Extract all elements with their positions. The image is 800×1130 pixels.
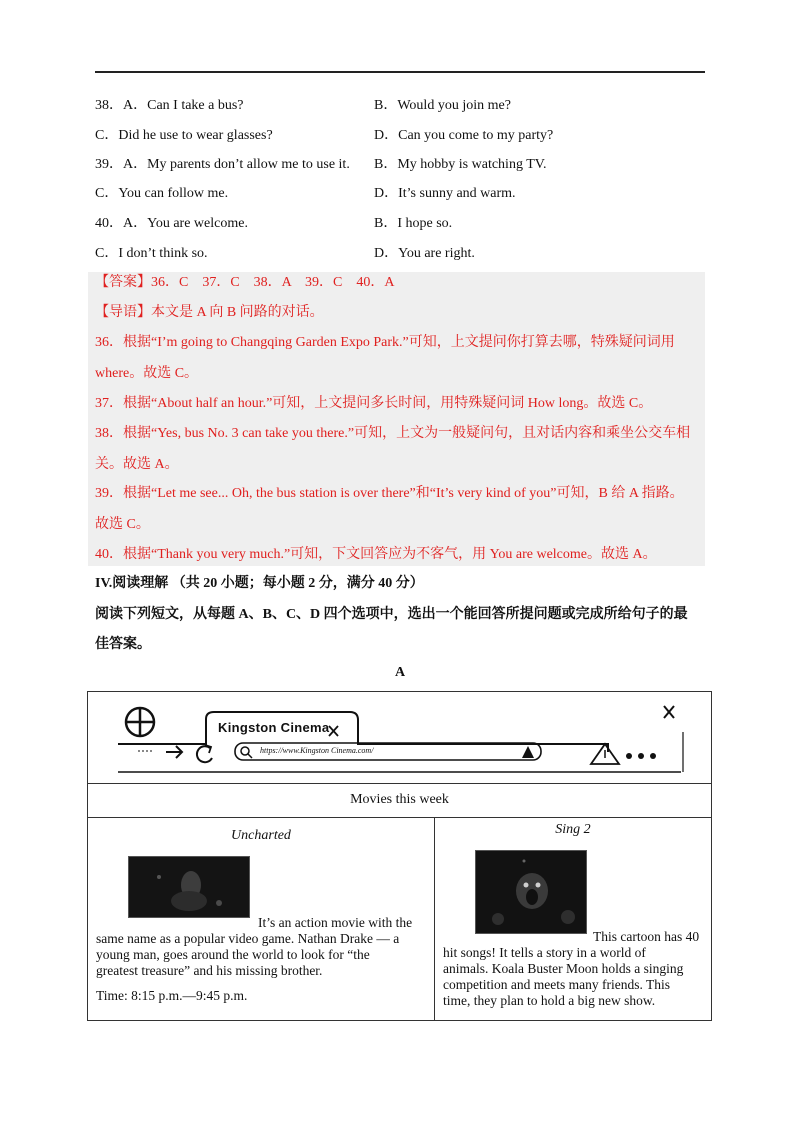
movie-desc-line: time, they plan to hold a big new show. <box>443 993 656 1008</box>
option-left: 38．A．Can I take a bus? <box>95 98 244 113</box>
section-heading: IV.阅读理解 （共 20 小题；每小题 2 分，满分 40 分） <box>95 576 424 591</box>
explanation-39: 39．根据“Let me see... Oh, the bus station is over there”和“It’s very kind of you”可知，B 给 A 指路。 <box>95 486 684 501</box>
movie-desc-line: hit songs! It tells a story in a world of <box>443 945 646 960</box>
explanation-36: 36．根据“I’m going to Changqing Garden Expo Park.”可知，上文提问你打算去哪，特殊疑问词用 <box>95 335 675 350</box>
warning-icon[interactable] <box>591 744 619 764</box>
search-icon <box>241 747 252 758</box>
explanation-36-cont: where。故选 C。 <box>95 366 199 381</box>
option-right: D．Can you come to my party? <box>374 128 554 143</box>
cinema-table <box>87 691 712 1021</box>
close-icon[interactable] <box>664 706 674 718</box>
option-right: B．Would you join me? <box>374 98 511 113</box>
option-left: C．I don’t think so. <box>95 246 208 261</box>
explanation-40: 40．根据“Thank you very much.”可知，下文回答应为不客气，用 You are welcome。故选 A。 <box>95 547 657 562</box>
explanation-38-cont: 关。故选 A。 <box>95 457 179 472</box>
top-rule <box>95 71 705 73</box>
section-instruction-cont: 佳答案。 <box>95 637 151 652</box>
tab-close-icon[interactable] <box>329 726 338 736</box>
forward-arrow-icon[interactable] <box>166 746 182 758</box>
option-left: 40．A．You are welcome. <box>95 216 248 231</box>
option-left: C．You can follow me. <box>95 186 229 201</box>
movie-desc-line: competition and meets many friends. This <box>443 977 670 992</box>
option-right: D．It’s sunny and warm. <box>374 186 516 201</box>
passage-label: A <box>394 665 406 680</box>
option-row <box>95 213 715 235</box>
answer-key: 【答案】36．C 37．C 38．A 39．C 40．A <box>95 275 395 290</box>
movies-header: Movies this week <box>88 783 711 818</box>
url-text[interactable]: https://www.Kingston Cinema.com/ <box>260 746 374 755</box>
option-row <box>95 154 715 176</box>
movie-poster <box>128 856 250 918</box>
movie-desc-line: same name as a popular video game. Nathan Drake — a <box>96 931 400 946</box>
option-right: B．I hope so. <box>374 216 453 231</box>
section-instruction: 阅读下列短文，从每题 A、B、C、D 四个选项中，选出一个能回答所提问题或完成所给句子的最 <box>95 607 688 622</box>
movie-desc-line: It’s an action movie with the <box>258 915 413 930</box>
tab-title[interactable]: Kingston Cinema <box>218 720 330 735</box>
answer-guide: 【导语】本文是 A 向 B 问路的对话。 <box>95 305 324 320</box>
option-right: B．My hobby is watching TV. <box>374 157 547 172</box>
option-left: C．Did he use to wear glasses? <box>95 128 273 143</box>
browser-sketch <box>88 692 711 784</box>
movie-desc-line: This cartoon has 40 <box>593 929 700 944</box>
movie-card-sing2 <box>435 818 711 1020</box>
option-left: 39．A．My parents don’t allow me to use it. <box>95 157 350 172</box>
explanation-38: 38．根据“Yes, bus No. 3 can take you there.”可知，上文为一般疑问句，且对话内容和乘坐公交车相 <box>95 426 691 441</box>
more-icon[interactable] <box>626 753 656 759</box>
option-row <box>95 125 715 147</box>
alert-icon <box>522 746 534 758</box>
movie-card-uncharted <box>88 818 435 1020</box>
explanation-37: 37．根据“About half an hour.”可知，上文提问多长时间，用特殊疑问词 How long。故选 C。 <box>95 396 653 411</box>
explanation-39-cont: 故选 C。 <box>95 517 150 532</box>
movie-desc-line: greatest treasure” and his missing brother. <box>96 963 323 978</box>
movie-poster <box>475 850 587 934</box>
movie-desc-line: young man, goes around the world to look for “the <box>96 947 370 962</box>
movie-title: Sing 2 <box>555 822 591 837</box>
option-row <box>95 183 715 205</box>
option-right: D．You are right. <box>374 246 475 261</box>
movie-title: Uncharted <box>231 828 291 843</box>
refresh-icon[interactable] <box>197 745 212 762</box>
globe-icon <box>126 708 154 736</box>
option-row <box>95 243 715 265</box>
option-row <box>95 95 715 117</box>
movie-time: Time: 8:15 p.m.—9:45 p.m. <box>96 988 248 1003</box>
movie-desc-line: animals. Koala Buster Moon holds a singing <box>443 961 684 976</box>
